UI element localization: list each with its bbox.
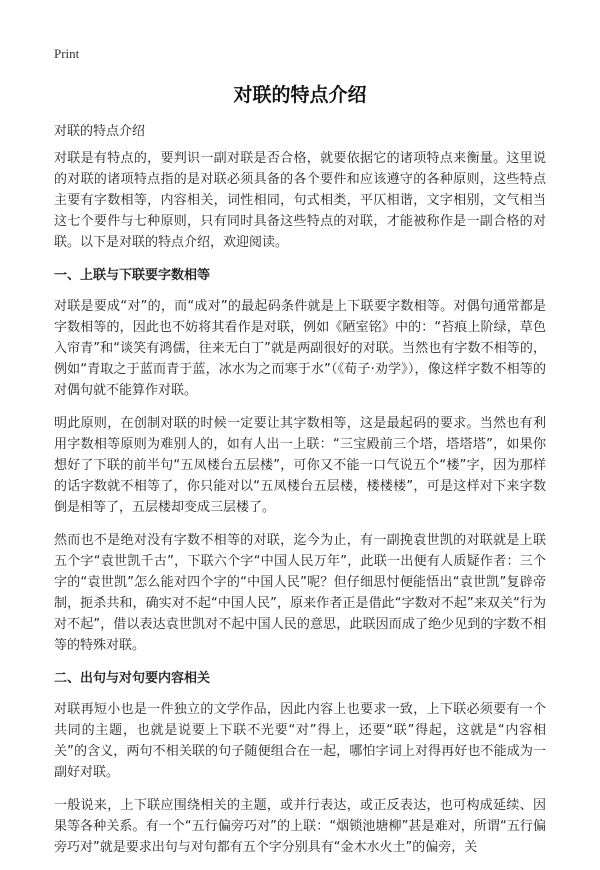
section1-paragraph-1: 对联是要成“对”的，而“成对”的最起码条件就是上下联要字数相等。对偶句通常都是字数相等的，因此也不妨将其看作是对联，例如《陋室铭》中的：“苔痕上阶绿，草色入帘青”和“谈笑有鸿儒，往来无白丁”就是两副很好的对联。当然也有字数不相等的，例如“青取之于蓝而青于蓝，冰水为之而寒于水”（《荀子·劝学》），像这样字数不相等的对偶句就不能算作对联。: [54, 299, 546, 398]
page-title: 对联的特点介绍: [233, 84, 367, 106]
document-subtitle: 对联的特点介绍: [54, 124, 146, 139]
intro-paragraph: 对联是有特点的，要判识一副对联是否合格，就要依据它的诸项特点来衡量。这里说的对联的诸项特点指的是对联必须具备的各个要件和应该遵守的各种原则，这些特点主要有字数相等，内容相关，词性相同，句式相类，平仄相谐，文字相别，文气相当这七个要件与七种原则，只有同时具备这些特点的对联，才能被称作是一副合格的对联。以下是对联的特点介绍，欢迎阅读。: [54, 151, 546, 250]
section2-paragraph-2: 一般说来，上下联应围绕相关的主题，或并行表达，或正反表达，也可构成延续、因果等各种关系。有一个“五行偏旁巧对”的上联：“烟锁池塘柳”甚是难对，所谓“五行偏旁巧对”就是要求出句与对句都有五个字分别具有“金木水火土”的偏旁，关: [54, 798, 546, 855]
section-heading-word-count: 一、上联与下联要字数相等: [54, 268, 211, 283]
article-body: [54, 148, 546, 870]
section2-paragraph-1: 对联再短小也是一件独立的文学作品，因此内容上也要求一致，上下联必须要有一个共同的主题，也就是说要上下联不光要“对”得上，还要“联”得起，这就是“内容相关”的含义，两句不相关联的句子随便组合在一起，哪怕字词上对得再好也不能成为一副好对联。: [54, 702, 546, 780]
section1-paragraph-2: 明此原则，在创制对联的时候一定要让其字数相等，这是最起码的要求。当然也有利用字数相等原则为难别人的，如有人出一上联：“三宝殿前三个塔，塔塔塔”，如果你想好了下联的前半句“五凤楼台五层楼”，可你又不能一口气说五个“楼”字，因为那样的话字数就不相等了，你只能对以“五凤楼台五层楼，楼楼楼”，可是这样对下来字数倒是相等了，五层楼却变成三层楼了。: [54, 416, 546, 515]
section1-paragraph-3: 然而也不是绝对没有字数不相等的对联，迄今为止，有一副挽袁世凯的对联就是上联五个字“袁世凯千古”，下联六个字“中国人民万年”，此联一出便有人质疑作者：三个字的“袁世凯”怎么能对四个字的“中国人民”呢？但仔细思忖便能悟出“袁世凯”复辟帝制，扼杀共和，确实对不起“中国人民”，原来作者正是借此“字数对不起”来双关“行为对不起”，借以表达袁世凯对不起中国人民的意思，此联因而成了绝少见到的字数不相等的特殊对联。: [54, 533, 546, 653]
print-link[interactable]: Print: [54, 46, 80, 61]
section-heading-content-related: 二、出句与对句要内容相关: [54, 671, 211, 686]
